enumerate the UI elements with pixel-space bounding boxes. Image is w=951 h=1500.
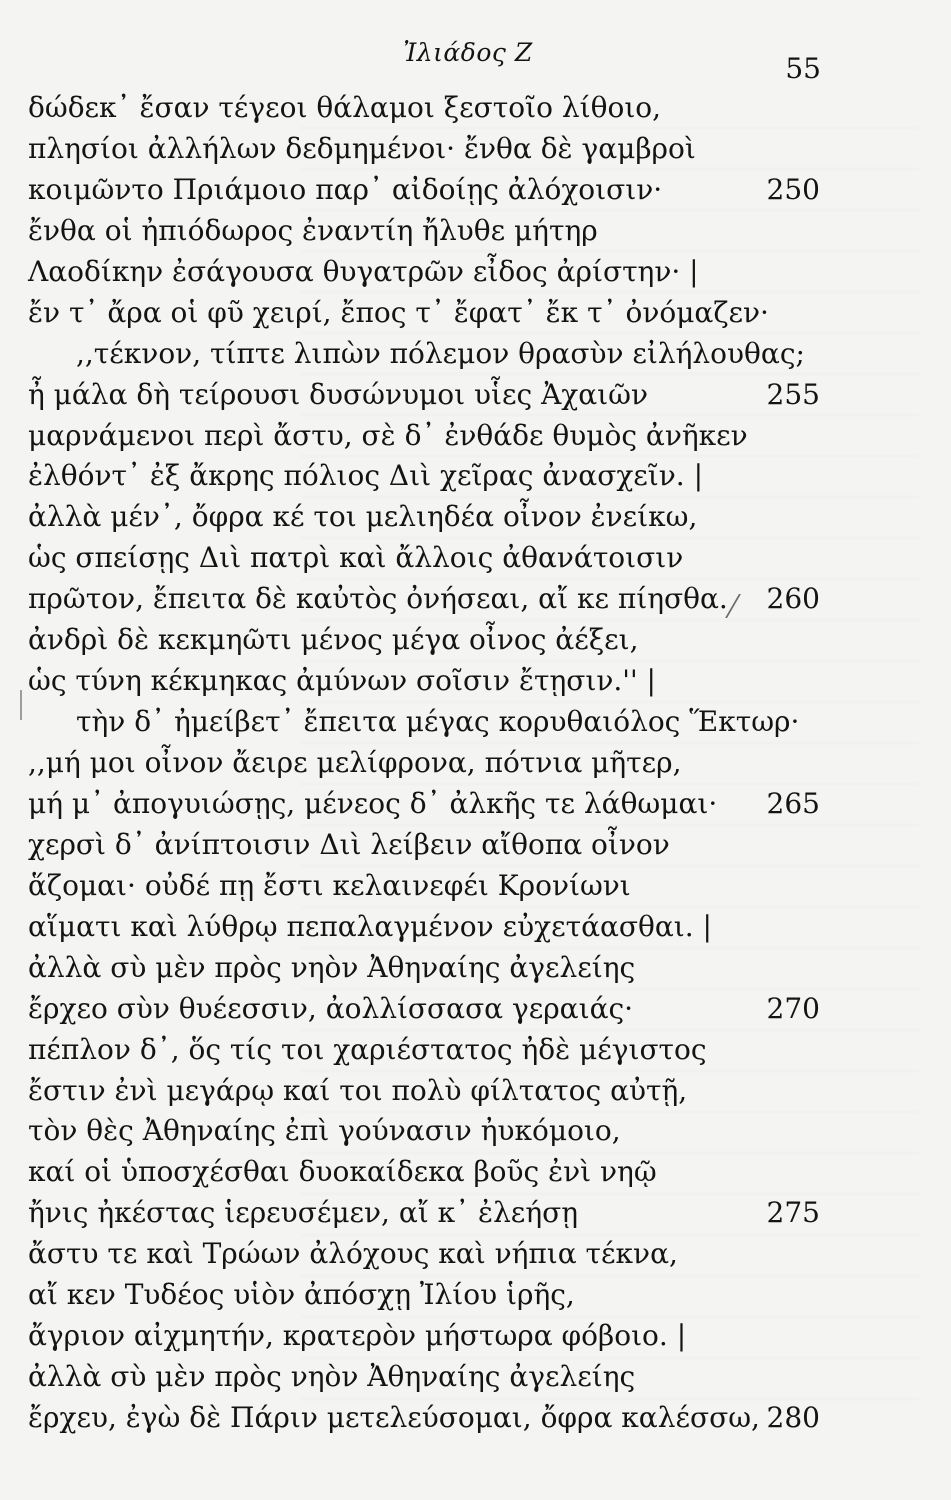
verse-line [28, 456, 820, 497]
verse-line [28, 661, 820, 702]
verse-line [28, 1071, 820, 1112]
verse-number: 255 [766, 377, 820, 411]
verse-text: ἤνις ἠκέστας ἱερευσέμεν, αἴ κ᾽ ἐλεήσῃ [28, 1196, 578, 1230]
verse-text: μή μ᾽ ἀπογυιώσῃς, μένεος δ᾽ ἀλκῆς τε λάθωμαι· [28, 786, 718, 820]
verse-text: πέπλον δ᾽, ὅς τίς τοι χαριέστατος ἠδὲ μέγιστος [28, 1032, 707, 1066]
verse-text: ,,μή μοι οἶνον ἄειρε μελίφρονα, πότνια μῆτερ, [28, 746, 682, 779]
verse-text: πρῶτον, ἔπειτα δὲ καὐτὸς ὀνήσεαι, αἴ κε πίησθα. [28, 582, 728, 616]
verse-text: ,,τέκνον, τίπτε λιπὼν πόλεμον θρασὺν εἰλήλουθας; [76, 336, 805, 370]
verse-text: ἄστυ τε καὶ Τρώων ἀλόχους καὶ νήπια τέκνα, [28, 1237, 678, 1271]
verse-line [28, 1111, 820, 1152]
verse-number: 280 [766, 1401, 820, 1434]
verse-text: μαρνάμενοι περὶ ἄστυ, σὲ δ᾽ ἐνθάδε θυμὸς ἀνῆκεν [28, 418, 748, 452]
verse-line [28, 1234, 820, 1275]
verse-text: Λαοδίκην ἐσάγουσα θυγατρῶν εἶδος ἀρίστην· | [28, 254, 699, 288]
verse-text: πλησίοι ἀλλήλων δεδμημένοι· ἔνθα δὲ γαμβροὶ [28, 131, 696, 165]
verse-line [28, 743, 820, 784]
verse-text: ἀλλὰ σὺ μὲν πρὸς νηὸν Ἀθηναίης ἀγελείης [28, 1360, 636, 1394]
verse-line [28, 702, 820, 743]
verse-line [28, 170, 820, 211]
verse-number: 265 [766, 786, 820, 820]
verse-line [28, 497, 820, 538]
verse-number: 250 [766, 172, 820, 206]
verse-text: ὡς τύνη κέκμηκας ἀμύνων σοῖσιν ἔτῃσιν.'' | [28, 664, 656, 698]
verse-number: 260 [766, 582, 820, 616]
verse-text: ἔρχεο σὺν θυέεσσιν, ἀολλίσσασα γεραιάς· [28, 991, 634, 1025]
verse-line [28, 88, 820, 129]
verse-text: ἐλθόντ᾽ ἐξ ἄκρης πόλιος Διὶ χεῖρας ἀνασχεῖν. | [28, 459, 704, 493]
verse-line [28, 989, 820, 1030]
verse-line [28, 620, 820, 661]
verse-text: τὸν θὲς Ἀθηναίης ἐπὶ γούνασιν ἠυκόμοιο, [28, 1114, 621, 1148]
verse-line [28, 375, 820, 416]
verse-line [28, 825, 820, 866]
verse-text: κοιμῶντο Πριάμοιο παρ᾽ αἰδοίῃς ἀλόχοισιν· [28, 172, 663, 206]
verse-line [28, 211, 820, 252]
verse-block [28, 88, 820, 1439]
verse-text: χερσὶ δ᾽ ἀνίπτοισιν Διὶ λείβειν αἴθοπα οἶνον [28, 827, 670, 861]
verse-text: ἔν τ᾽ ἄρα οἱ φῦ χειρί, ἔπος τ᾽ ἔφατ᾽ ἔκ τ᾽ ὀνόμαζεν· [28, 295, 769, 329]
verse-line [28, 129, 820, 170]
verse-text: τὴν δ᾽ ἠμείβετ᾽ ἔπειτα μέγας κορυθαιόλος Ἕκτωρ· [76, 705, 800, 739]
verse-number: 270 [766, 991, 820, 1025]
verse-line [28, 784, 820, 825]
verse-line [28, 866, 820, 907]
verse-text: ἀλλὰ σὺ μὲν πρὸς νηὸν Ἀθηναίης ἀγελείης [28, 950, 636, 984]
verse-line [28, 293, 820, 334]
verse-line [28, 1357, 820, 1398]
verse-line [28, 1193, 820, 1234]
verse-line [28, 1152, 820, 1193]
verse-line [28, 907, 820, 948]
verse-text: δώδεκ᾽ ἔσαν τέγεοι θάλαμοι ξεστοῖο λίθοιο, [28, 91, 662, 124]
verse-line [28, 252, 820, 293]
verse-line [28, 1030, 820, 1071]
verse-text: ἔνθα οἱ ἠπιόδωρος ἐναντίη ἤλυθε μήτηρ [28, 213, 598, 247]
verse-line [28, 1316, 820, 1357]
verse-text: αἵματι καὶ λύθρῳ πεπαλαγμένον εὐχετάασθαι. | [28, 909, 712, 943]
verse-text: ὡς σπείσῃς Διὶ πατρὶ καὶ ἄλλοις ἀθανάτοισιν [28, 541, 684, 575]
verse-text: ἄγριον αἰχμητήν, κρατερὸν μήστωρα φόβοιο. | [28, 1319, 687, 1353]
margin-pencil-mark [20, 690, 22, 720]
verse-line [28, 1275, 820, 1316]
verse-text: ἔρχευ, ἐγὼ δὲ Πάριν μετελεύσομαι, ὄφρα καλέσσω, [28, 1401, 760, 1434]
verse-line [28, 948, 820, 989]
page-number: 55 [785, 52, 821, 85]
verse-text: ἀλλὰ μέν᾽, ὄφρα κέ τοι μελιηδέα οἶνον ἐνείκω, [28, 500, 698, 534]
verse-line [28, 1398, 820, 1439]
verse-line [28, 538, 820, 579]
verse-text: καί οἱ ὑποσχέσθαι δυοκαίδεκα βοῦς ἐνὶ νηῷ [28, 1155, 657, 1189]
running-title: Ἰλιάδος Ζ [403, 38, 533, 67]
verse-text: ἀνδρὶ δὲ κεκμηῶτι μένος μέγα οἶνος ἀέξει, [28, 623, 639, 657]
verse-line [28, 334, 820, 375]
verse-number: 275 [766, 1196, 820, 1230]
verse-text: αἴ κεν Τυδέος υἱὸν ἀπόσχῃ Ἰλίου ἱρῆς, [28, 1278, 575, 1312]
verse-line [28, 579, 820, 620]
verse-line [28, 416, 820, 457]
verse-text: ἔστιν ἐνὶ μεγάρῳ καί τοι πολὺ φίλτατος αὐτῇ, [28, 1073, 688, 1107]
verse-text: ἅζομαι· οὐδέ πῃ ἔστι κελαινεφέι Κρονίωνι [28, 868, 631, 902]
verse-text: ἦ μάλα δὴ τείρουσι δυσώνυμοι υἷες Ἀχαιῶν [28, 377, 648, 411]
